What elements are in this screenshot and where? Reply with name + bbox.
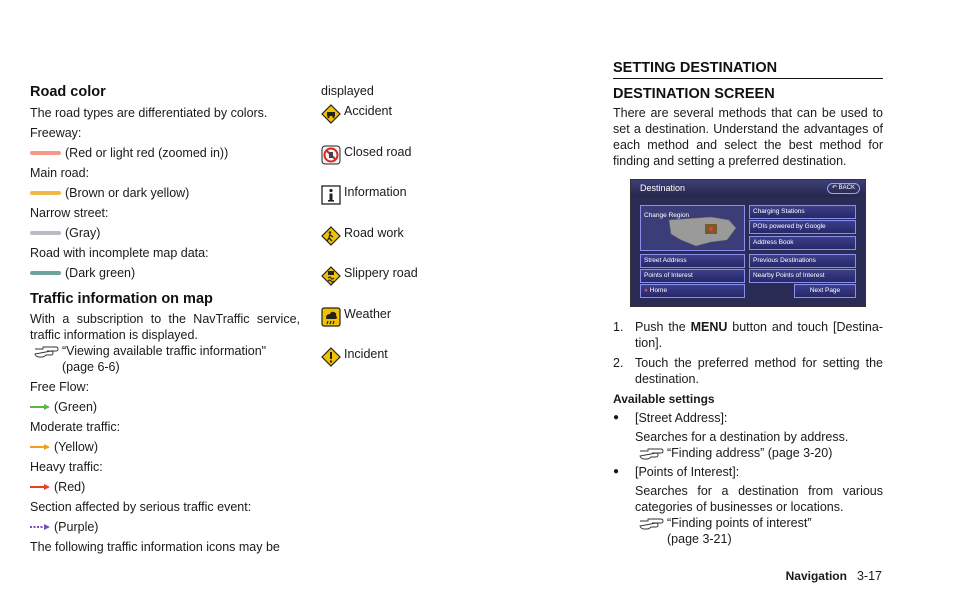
footer-section: Navigation — [785, 569, 847, 583]
setting-name: [Street Address]: — [635, 411, 728, 425]
pointing-hand-icon — [639, 445, 665, 461]
traffic-icon-label: Slippery road — [344, 266, 418, 280]
screen-charging-button: Charging Stations — [749, 205, 856, 219]
traffic-icon-row — [321, 265, 521, 306]
arrow-right-icon — [30, 482, 50, 492]
step-item — [613, 355, 883, 387]
screen-nearby-poi-button: Nearby Points of Interest — [749, 269, 856, 283]
setting-name: [Points of Interest]: — [635, 465, 740, 479]
traffic-icon-label: Incident — [344, 347, 388, 361]
screen-previous-destinations-button: Previous Destinations — [749, 254, 856, 268]
traffic-icon-row — [321, 306, 521, 347]
pointing-hand-icon — [639, 515, 665, 531]
destination-intro: There are several methods that can be used to set a destination. Understand the advantages of each method and select the best method for finding and setting a preferred destination. — [613, 106, 883, 168]
road-color-heading: Road color — [30, 84, 106, 100]
traffic-icon-label: Weather — [344, 306, 392, 321]
setting-reference-text: “Finding address” (page 3-20) — [667, 446, 833, 460]
step-text: Touch the preferred method for setting the destination. — [635, 356, 883, 386]
left-column — [30, 83, 300, 555]
road-work-icon — [321, 226, 341, 246]
traffic-info-reference[interactable] — [34, 343, 300, 375]
step-item — [613, 319, 883, 351]
arrow-right-icon — [30, 442, 50, 452]
road-type-label: Freeway: — [30, 126, 82, 140]
right-column — [613, 59, 883, 547]
setting-reference-text: “Finding points of interest” — [667, 516, 812, 530]
traffic-icon-row — [321, 103, 521, 144]
screen-home-label: Home — [649, 287, 668, 294]
traffic-level-label: Free Flow: — [30, 380, 90, 394]
freeway-color-swatch — [30, 151, 61, 155]
traffic-level-desc: (Purple) — [54, 520, 99, 534]
arrow-right-icon — [30, 522, 50, 532]
traffic-icon-label: Information — [344, 185, 407, 199]
traffic-level-label: Moderate traffic: — [30, 420, 121, 434]
traffic-icons-intro-cont: displayed — [321, 84, 374, 98]
setting-item — [613, 410, 883, 426]
screen-poi-button: Points of Interest — [640, 269, 745, 283]
step-text-bold: MENU — [690, 320, 728, 334]
road-type-swatch-row — [30, 185, 300, 201]
setting-reference-page: (page 3-21) — [667, 532, 732, 546]
traffic-icon-row — [321, 346, 521, 387]
traffic-icon-label: Accident — [344, 104, 392, 118]
traffic-level-row — [30, 439, 300, 455]
setting-desc: Searches for a destination by address. — [635, 430, 849, 444]
accident-icon — [321, 104, 341, 124]
traffic-level-label: Section affected by serious traffic event: — [30, 500, 252, 514]
screen-google-poi-button: POIs powered by Google — [749, 220, 856, 234]
sub-title: DESTINATION SCREEN — [613, 86, 775, 102]
step-number: 2. — [613, 356, 624, 370]
step-text-post: button and touch [Destina-tion]. — [635, 320, 883, 350]
weather-icon — [321, 307, 341, 327]
screen-next-page-button: Next Page — [794, 284, 856, 298]
screen-back-button: ↶ BACK — [827, 183, 860, 194]
main-road-color-swatch — [30, 191, 61, 195]
traffic-info-reference-title: “Viewing available traffic information" — [62, 344, 267, 358]
information-icon — [321, 185, 341, 205]
slippery-road-icon — [321, 266, 341, 286]
section-divider — [613, 78, 883, 79]
setting-reference[interactable] — [639, 445, 883, 461]
road-type-desc: (Red or light red (zoomed in)) — [65, 146, 229, 160]
setting-reference[interactable] — [639, 515, 883, 547]
road-type-swatch-row — [30, 225, 300, 241]
screen-change-region-label: Change Region — [644, 212, 690, 219]
step-text-pre: Push the — [635, 320, 691, 334]
section-title: SETTING DESTINATION — [613, 60, 778, 76]
available-settings-heading: Available settings — [613, 392, 715, 406]
road-type-desc: (Gray) — [65, 226, 101, 240]
setting-desc: Searches for a destination from various categories of businesses or locations. — [635, 484, 883, 514]
narrow-street-color-swatch — [30, 231, 61, 235]
traffic-level-label: Heavy traffic: — [30, 460, 103, 474]
screen-title: Destination — [640, 183, 686, 193]
traffic-icons-intro: The following traffic information icons may be — [30, 540, 280, 554]
road-type-desc: (Dark green) — [65, 266, 136, 280]
setting-item — [613, 464, 883, 480]
pointing-hand-icon — [34, 343, 60, 359]
traffic-info-reference-page: (page 6-6) — [62, 360, 120, 374]
incident-icon — [321, 347, 341, 367]
road-type-label: Main road: — [30, 166, 90, 180]
traffic-level-desc: (Red) — [54, 480, 86, 494]
traffic-info-intro: With a subscription to the NavTraffic service, traffic information is displayed. — [30, 312, 300, 342]
arrow-right-icon — [30, 402, 50, 412]
road-type-swatch-row — [30, 145, 300, 161]
us-map-icon — [641, 206, 746, 252]
closed-road-icon — [321, 145, 341, 165]
traffic-info-heading: Traffic information on map — [30, 291, 213, 307]
traffic-icon-row — [321, 144, 521, 185]
road-color-intro: The road types are differentiated by colors. — [30, 106, 268, 120]
middle-column — [321, 83, 521, 387]
traffic-icon-label: Road work — [344, 225, 404, 240]
step-text — [635, 319, 883, 351]
road-type-label: Road with incomplete map data: — [30, 246, 209, 260]
bullet-icon: ● — [613, 412, 620, 423]
step-number: 1. — [613, 320, 624, 334]
settings-list — [613, 410, 883, 426]
screen-home-button: ● Home — [640, 284, 745, 298]
traffic-icon-row — [321, 184, 521, 225]
traffic-icon-row — [321, 225, 521, 266]
traffic-icon-label: Closed road — [344, 144, 412, 159]
destination-screen-image — [630, 179, 866, 307]
bullet-icon: ● — [613, 466, 620, 477]
traffic-level-desc: (Yellow) — [54, 440, 99, 454]
traffic-level-desc: (Green) — [54, 400, 98, 414]
screen-back-label: BACK — [838, 185, 856, 191]
screen-street-address-button: Street Address — [640, 254, 745, 268]
screen-region-map — [640, 205, 745, 251]
settings-list — [613, 464, 883, 480]
screen-address-book-button: Address Book — [749, 236, 856, 250]
incomplete-road-color-swatch — [30, 271, 61, 275]
page-footer — [786, 568, 882, 584]
road-type-desc: (Brown or dark yellow) — [65, 186, 190, 200]
page-number: 3-17 — [856, 569, 882, 583]
traffic-level-row — [30, 399, 300, 415]
road-type-label: Narrow street: — [30, 206, 109, 220]
traffic-level-row — [30, 479, 300, 495]
steps-list — [613, 319, 883, 387]
road-type-swatch-row — [30, 265, 300, 281]
traffic-level-row — [30, 519, 300, 535]
